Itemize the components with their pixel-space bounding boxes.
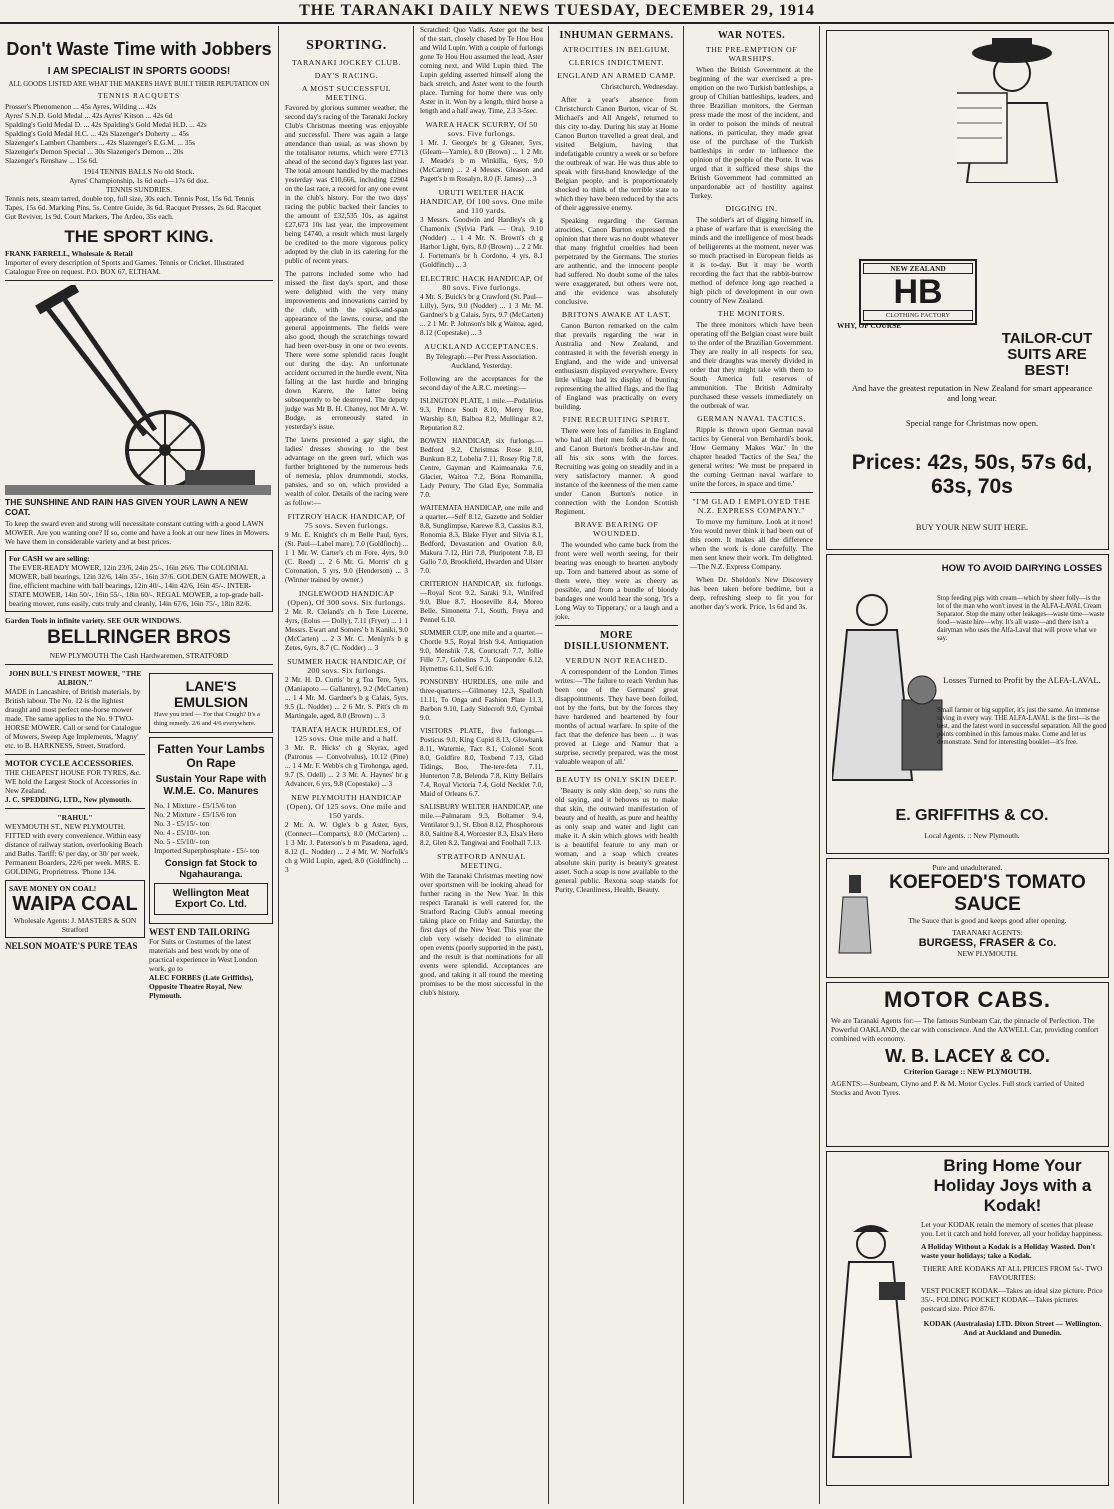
motor-accessories: MOTOR CYCLE ACCESSORIES. (5, 758, 134, 768)
article-paragraph: 'Beauty is only skin deep,' so runs the old saying, and it behoves us to make that skin, the outward manifestation of beauty and of health, as pure and healthy as only soap and water and light can make it. A skin which glows with health is a beautiful feature to any man or woman, and a soap which creates absolute skin purity is beauty's greatest asset. Such a soap is now available to the general public. Rexona soap stands for Purity, Cleanliness, Health, Beauty. (555, 786, 678, 894)
manures-box (149, 737, 273, 924)
article-paragraph: The soldier's art of digging himself in, a phase of warfare that is exercising the minds and the intelligence of most heads of belligerents at the moment, never was so much practised in European fields as it is to-day. But it may be worth recording the fact that the rabbit-burrow method of defence long ago reached a high pitch of development in our own country of New Zealand. (690, 215, 813, 305)
griffiths-name: E. GRIFFITHS & CO. (895, 807, 1049, 824)
sub-heading: GERMAN NAVAL TACTICS. (697, 414, 806, 423)
column-rule (819, 26, 820, 1504)
article-paragraph: Speaking regarding the German atrocities, Canon Burton expressed the opinion that there was no doubt whatever that many frightful cruelties had been perpetrated by the Germans. The stories are authentic, and the innocent people had suffered. No doubt some of the tales were exaggerated, but others were not, and the evidence was absolutely conclusive. (555, 216, 678, 306)
importer-line: Importer of every description of Sports and Games. Tennis or Cricket. Illustrated Catalogue Free on request. P.O. BOX 67, ELTHAM. (5, 258, 244, 276)
balls-line: Ayres' Championship, 1s 6d each—17s 6d doz. (69, 176, 209, 185)
divider (555, 625, 678, 626)
race-heading: ELECTRIC HACK HANDICAP, Of 80 sovs. Five furlongs. (420, 274, 543, 292)
mixture-line: No. 3 - £5/15/- ton (154, 819, 210, 828)
sub-heading: THE PRE-EMPTION OF WARSHIPS. (705, 45, 798, 63)
superphosphate: Imported Superphosphate - £5/- ton (154, 846, 260, 855)
sauce-text: The Sauce that is good and keeps good after opening. (908, 916, 1067, 925)
divider (690, 492, 813, 493)
fatten-lambs: Fatten Your Lambs On Rape (157, 742, 265, 770)
wellington-meat-box (154, 883, 268, 915)
sundries-heading: TENNIS SUNDRIES. (105, 185, 173, 194)
rahul: "RAHUL" (57, 813, 93, 822)
lawn-mower-illustration (5, 285, 271, 495)
mixture-line: No. 2 Mixture - £5/15/6 ton (154, 810, 237, 819)
specialist-heading: I AM SPECIALIST IN SPORTS GOODS! (47, 66, 231, 77)
consign-stock: Consign fat Stock to Ngahauranga. (164, 858, 258, 880)
sporting-heading: SPORTING. (306, 38, 387, 53)
pure-line: Pure and unadulterated. (932, 863, 1003, 872)
masthead: THE TARANAKI DAILY NEWS TUESDAY, DECEMBER 29, 1914 (0, 0, 1114, 24)
fitted-text: FITTED with every convenience. Within easy distance of railway station, overlooking Beach and Baths. Tariff: 6/ per day, or 30/ per week. Permanent Boarders, 22/6 per week. MRS. E. GOLDING, Proprietress. 'Phone 134. (5, 831, 143, 876)
save-money: SAVE MONEY ON COAL! (9, 884, 97, 893)
mower-text: To keep the sward even and strong will necessitate constant cutting with a good LAWN MOWER. Are you wanting one? If so, come and have a look at our new lines in Mowers. We have them in considerable variety and at best prices. (5, 519, 270, 546)
acceptance-list: SUMMER CUP, one mile and a quarter.—Chortle 9.5, Royal Irish 9.4, Antiquation 9.0, Menshik 7.8, Courtcraft 7.7, Jollie Fille 7.7, Gobelins 7.3, Ganponder 6.12, Hymettus 6.11, Self 6.10. (420, 629, 543, 673)
hb-suits-ad (826, 30, 1109, 550)
save-money-box (5, 880, 145, 938)
sauce-bottle-illustration (835, 875, 875, 955)
west-end-text: For Suits or Costumes of the latest materials and best work by one of practical experience in West London work, go to (149, 937, 258, 973)
article-paragraph: When Dr. Sheldon's New Discovery has been taken before bedtime, but a deep, refreshing sleep to fit you for another day's work. Price, 1s 6d and 3s. (690, 575, 813, 611)
cash-box (5, 550, 273, 612)
acceptance-list: BOWEN HANDICAP, six furlongs.—Bedford 9.2, Christmas Rose 8.10, Bunkum 8.2, Lobelia 7.11, Rosey Rig 7.8, Centre, Gayman and Kaimoanaka 7.6, Glacier, Waitoa 7.2, Bona Romanilla, Lady Penury, The Glad Eye, Sommalia 7.0. (420, 437, 543, 499)
divider (5, 754, 145, 755)
acceptance-list: CRITERION HANDICAP, six furlongs.—Royal Scot 9.2, Saraki 9.1, Winifred 9.0, Blue 8.7, Hooseville 8.4, Moreo Belle, Simonetta 7.1, South, Freya and Pennel 6.10. (420, 580, 543, 624)
alfa-laval-ad (826, 554, 1109, 854)
west-end: WEST END TAILORING (149, 927, 251, 937)
race-heading: WAREA HACK SCURRY, Of 50 sovs. Five furlongs. (425, 120, 538, 138)
racket-line: Prosser's Phenomenon ... 45s Ayres, Wilding ... 42s (5, 102, 157, 111)
suit-prices: Prices: 42s, 50s, 57s 6d, 63s, 70s (851, 451, 1093, 498)
sporting-sub: TARANAKI JOCKEY CLUB. (292, 58, 401, 67)
lower-ads-row (5, 669, 273, 1000)
kodak-ad (826, 1151, 1109, 1486)
mixture-line: No. 1 Mixture - £5/15/6 ton (154, 801, 237, 810)
racket-line: Slazenger's Lambert Chambers ... 42s Slazenger's E.G.M. ... 35s (5, 138, 196, 147)
waipa-coal: WAIPA COAL (12, 893, 138, 915)
reputation-text: And have the greatest reputation in New Zealand for smart appearance and long wear. (851, 383, 1093, 403)
hb-label (859, 259, 977, 325)
race-heading: SUMMER HACK HANDICAP, Of 200 sovs. Six furlongs. (287, 657, 406, 675)
sub-heading: ATROCITIES IN BELGIUM. (562, 45, 671, 54)
divider (5, 664, 273, 665)
race-result: 4 Mr. S. Buick's br g Crawford (St. Paul—Lilly), 5yrs, 9.0 (Nodder) ... 1 3 Mr. M. Gardner's b g Calais, 5yrs, 9.7 (McCarten) ... 2 1 Mr. P. Johnson's blk g Waitoa, aged, 8.12 (Copestake) ... 3 (420, 293, 543, 337)
disillusionment-heading: MORE DISILLUSIONMENT. (563, 630, 670, 652)
goods-line: ALL GOODS LISTED ARE WHAT THE MAKERS HAVE BUILT THEIR REPUTATION ON (8, 81, 270, 88)
sub-heading: FINE RECRUITING SPIRIT. (562, 415, 671, 424)
lacey-name: W. B. LACEY & CO. (885, 1046, 1050, 1066)
special-range: Special range for Christmas now open. (905, 418, 1039, 428)
acceptance-list: WAITEMATA HANDICAP, one mile and a quarter.—Self 8.12, Gazette and Soldier 8.8, Sunglimpse, Karewe 8.3, Cassius 8.3, Ronomia 8.3, Blake Flyer and Silvia 8.1, Bedford, Devastation and Ovation 8.0, Makura 7.12, Hiri 7.8, Pluripotent 7.8, El Gallo 7.0, Brookfield, Hwarden and Ulster 7.0. (420, 504, 543, 575)
race-result: 2 Mr. H. D. Curtis' br g Toa Tere, 5yrs, (Maniapoto — Gallantry), 9.2 (McCarten) ... 1 4 Mr. M. Gardner's b g Calais, 5yrs, 9.5 (L. Nodder) ... 2 6 Mr. S. Pitt's ch m Martingale, aged, 8.0 (Brown) ... 3 (285, 676, 408, 720)
race-intro: Scratched: Quo Vadis. Aster got the best of the start, closely chased by Te Hou Hou and Wild Lupin. With a couple of furlongs gone Te Hou Hou assumed the lead, Aster coming next, and Wild Lupin third. The Lupin gelding asserted himself along the back stretch, and Aster went to the fourth place. Turning for home there was only Aster in it. Won by a length, third horse a length and a half away. Time, 2.3 3-5sec. (420, 26, 543, 115)
cash-items: The EVER-READY MOWER, 12in 23/6, 24in 25/-, 16in 26/6. The COLONIAL MOWER, ball bearings, 12in 32/6, 14in 35/-, 16in 37/6. GOLDEN GATE MOWER, a fine, efficient machine with ball bearings, 12in 40/-, 14in 42/6, 16in 45/-. INTER-STATE MOWER, 14in 50/-, 16in 55/-, 18in 60/-. REGAL MOWER, a top-grade ball-bearing mower, runs easily, cuts truly and cleanly, 14in 67/6, 16in 75/-, 18in 82/6. (9, 563, 266, 608)
ads-column-left (0, 26, 278, 1504)
acceptance-list: SALISBURY WELTER HANDICAP, one mile.—Palmaram 9.3, Boltamer 9.4, Ventilator 9.1, St. Ebon 8.12, Phosphorous 8.0, Saitine 8.4, Worcester 8.3, Elsa's Hero 8.2, Glen 8.2, Tangiwai and Foolhall 7.13. (420, 803, 543, 847)
racket-line: Ayres' S.N.D. Gold Medal ... 42s Ayres' Kitson ... 42s 6d (5, 111, 173, 120)
bellringer-sub: NEW PLYMOUTH The Cash Hardwaremen, STRATFORD (49, 651, 229, 660)
hb-label-nz: NEW ZEALAND (863, 263, 973, 274)
column-rule (548, 26, 549, 1504)
column-rule (683, 26, 684, 1504)
tailor-cut: TAILOR-CUT SUITS ARE BEST! (1001, 330, 1093, 379)
kodak-address: KODAK (Australasia) LTD. Dixon Street — Wellington. And at Auckland and Dunedin. (923, 1319, 1102, 1337)
sporting-sub2: DAY'S RACING. (314, 71, 379, 80)
dairy-text: Stop feeding pigs with cream—which by sheer folly—is the lot of the man who won't invest in the ALFA-LAVAL Cream Separator. Stop the many other leakages—waste time—waste food—waste hire—why. It's all waste—and there isn't a dairyman who uses the Alfa-Laval that will prove what we say. (937, 595, 1105, 642)
acceptance-list: VISITORS PLATE, five furlongs.—Posticus 9.0, King Cupid 8.13, Glowbank 8.11, Waternie, Tact 8.1, Colonel Scott 8.0, Goldfire 8.0, Toxbend 7.13, Glad Tidings, Boo, The-tere-feta 7.11, Hunterton 7.8, Belenda 7.8, Kitty Bellairs 7.4, Royal Victoria 7.4, Gold Necklet 7.0, Maid of Orleans 6.7. (420, 727, 543, 798)
burgess-sub: NEW PLYMOUTH. (957, 949, 1018, 958)
auckland-sub: By Telegraph.—Per Press Association. Auckland, Yesterday. (425, 353, 538, 370)
article-paragraph: Canon Burton remarked on the calm that prevails regarding the war in Australia and New Zealand, and contrasted it with the feverish energy in England, and the wide and universal enthusiasm displayed everywhere. Every little village had its display of bunting representing the allied flags, and the flag of England was practically on every building. (555, 321, 678, 411)
balls-heading: 1914 TENNIS BALLS No old Stock. (83, 167, 195, 176)
nelson-teas-left: NELSON MOATE'S PURE TEAS (5, 941, 138, 951)
germans-heading: INHUMAN GERMANS. (559, 30, 674, 41)
sub-heading: BRITONS AWAKE AT LAST. (561, 310, 672, 319)
kodak-models: VEST POCKET KODAK—Takes an ideal size picture. Price 35/-. FOLDING POCKET KODAK—Takes pictures postcard size. Price 87/6. (921, 1286, 1103, 1313)
stratford-text: With the Taranaki Christmas meeting now over sportsmen will be looking ahead for further racing in the New Year. In this respect Taranaki is well catered for, the Stratford Racing Club's annual meeting taking place on Friday and Saturday, the first days of the New Year. This year the club very wisely decided to eliminate open events (poorly supported in the past), and the result is that nominations for all events were splendid. Acceptances are good, and taking it all round the meeting promises to be the most successful in the club's history. (420, 872, 543, 997)
race-result: 1 Mr. J. George's br g Gleaner, 5yrs, (Gleam—Yarnle), 8.0 (Brown) ... 1 2 Mr. J. Meade's b m Winkilla, 6yrs, 9.0 (McCarten) ... 2 4 Messrs. Gleason and Pagett's b m Rosalyn, 8.0 (F. James) ... 3 (420, 139, 543, 183)
sub-heading: DIGGING IN. (725, 204, 778, 213)
motor-cabs: MOTOR CABS. (883, 987, 1052, 1012)
acceptance-list: PONSONBY HURDLES, one mile and three-quarters.—Gilmoney 12.3, Spalloth 11.11, To Onga and Fashion Plate 11.3, Barbon 9.10, Lady Sidecroft 9.0, Cymbal 9.0. (420, 678, 543, 722)
article-paragraph: After a year's absence from Christchurch Canon Burton, vicar of St. Michael's and All Angels', returned to this city to-day. During his stay at Home Canon Burton travelled a great deal, and visited Belgium, having that indefatigable country a week or so before the outbreak of war. He was thus able to speak with first-hand knowledge of the Belgian people, and is proportionately shocked to think of the terrible state to which they have been reduced by the acts of their aggressive enemy. (555, 95, 678, 212)
kodak-prices: THERE ARE KODAKS AT ALL PRICES FROM 5s/- TWO FAVOURITES: (922, 1264, 1103, 1282)
article-paragraph: A correspondent of the London Times writes:—'The failure to reach Verdun has been one of the Germans' great disappointments. They have been foiled, not by the forts, but by the forces they have hardened and heartened by four months of actual warfare. In spite of the fact that the defence has been ... it was proved at Liege and Namur that a surprise, secretly prepared, was the most valuable weapon of all.' (555, 667, 678, 766)
sub-heading: CLERICS INDICTMENT. (568, 58, 665, 67)
taranaki-agents: TARANAKI AGENTS: (952, 928, 1023, 937)
cash-heading: For CASH we are selling: (9, 554, 90, 563)
milkmaid-illustration (832, 580, 952, 800)
koefoed-sauce-ad (826, 858, 1109, 978)
sport-king: THE SPORT KING. (64, 227, 214, 246)
cheapest-house: THE CHEAPEST HOUSE FOR TYRES, &c. (5, 768, 141, 777)
lanes-sub: Have you tried — For that Cough? It's a thing remedy. 2/6 and 4/6 everywhere. (154, 711, 260, 727)
war-notes-heading: WAR NOTES. (717, 30, 786, 41)
race-heading: TARATA HACK HURDLES, Of 125 sovs. One mile and a half. (291, 725, 402, 743)
dairy-heading: HOW TO AVOID DAIRYING LOSSES (941, 563, 1103, 574)
divider (5, 280, 273, 281)
hb-logo: HB (893, 273, 943, 311)
race-heading: NEW PLYMOUTH HANDICAP (Open), Of 125 sovs. One mile and 150 yards. (286, 793, 407, 820)
lanes-emulsion-box (149, 673, 273, 733)
sub-heading: VERDUN NOT REACHED. (565, 656, 668, 665)
koefoed-name: KOEFOED'S TOMATO SAUCE (889, 872, 1086, 915)
rackets-list (5, 102, 273, 165)
racket-line: Spalding's Gold Medal H.C. ... 42s Slazenger's Doherty ... 45s (5, 129, 189, 138)
article-paragraph: The wounded who came back from the front were well worth seeing, for their bearing was enough to hearten anybody up. Torn and battered about as some of them were, they were as cheery as possible, and from a bundle of bloody bandages one would hear the song, 'It's a Long Way to Tipperary,' or a laugh and a joke. (555, 540, 678, 621)
news-column-germans (550, 26, 683, 1504)
divider (5, 808, 145, 809)
race-heading: URUTI WELTER HACK HANDICAP, Of 100 sovs. One mile and 110 yards. (420, 188, 544, 215)
motor-cabs-ad (826, 982, 1109, 1147)
mower-caption: THE SUNSHINE AND RAIN HAS GIVEN YOUR LAWN A NEW COAT. (5, 497, 248, 517)
article-paragraph: Favored by glorious summer weather, the second day's racing of the Taranaki Jockey Club's Christmas meeting was enjoyable and successful. There was again a large attendance than usual, as was shown by the totalisator returns, which were £7713 ahead of the second day's figures last year. The total amount handled by the machines yesterday was £10,666, including £2904 on the last race, a record for any one event in the club's history. For the two days' racing the public backed their fancies to the amount of £32,535 10s, as against £27,673 10s last year, the improvement being £4740, a result which must largely be credited to the more vigorous policy adopted by the club in its catering for the public of recent years. (285, 104, 408, 265)
bellringer-bros: BELLRINGER BROS (47, 627, 231, 648)
lower-ads-left (5, 669, 145, 1000)
ads-column-right (821, 26, 1114, 1504)
auckland-heading: AUCKLAND ACCEPTANCES. (424, 342, 539, 351)
weymouth: WEYMOUTH ST., NEW PLYMOUTH. (5, 822, 126, 831)
divider (555, 770, 678, 771)
sub-heading: THE MONITORS. (717, 309, 786, 318)
griffiths-sub: Local Agents. :: New Plymouth. (924, 831, 1020, 840)
race-result: 2 Mr. R. Cleland's ch h Tere Lucerne, 4yrs, (Eolus — Dolly), 7.11 (Fryer) ... 1 1 Messrs. Ewart and Somers' b h Kaniki, 9.0 (McCarten) ... 2 3 Mr. C. Menlyn's b g Zetes, 6yrs, 8.7 (C. Nodder) ... 3 (285, 608, 408, 652)
article-paragraph: When the British Government at the beginning of the war exercised a pre-emption on the two Turkish battleships, a group of Chilian battleships, leaders, and three Brazilian monitors, the German press made the most of the incident, and in order to poison the minds of neutral nations, in particular, they made great use of the purchase of the Turkish battleships in order to influence the opinion of the people of the Porte. It was urged that it sufficed these ships the British Government had committed an unpardonable act of hostility against Turkey. (690, 65, 813, 200)
stratford-heading: STRATFORD ANNUAL MEETING. (437, 852, 526, 870)
column-rule (278, 26, 279, 1504)
why-of-course: WHY, OF COURSE (837, 321, 902, 330)
race-result: 2 Mr. A. W. Ogle's b g Aster, 6yrs, (Connect—Comparts), 8.0 (McCarten) ... 1 3 Mr. J. Paterson's b m Pasadena, aged, 8.12 (L. Nodder) ... 2 4 Mr. W. Norfolk's ch g Wild Lupin, aged, 8.0 (Goldfinch) ... 3 (285, 821, 408, 874)
farmer-illustration (957, 33, 1067, 183)
article-paragraph: There were lots of families in England who had all their men folk at the front, and Canon Burton's brother-in-law and all his six sons with the forces. Recruiting was going on steadily and in a very satisfactory manner. A good instance of the keenness of the men came under Canon Burton's notice in connection with the London Scottish Regiment. (555, 426, 678, 516)
race-result: 3 Mr. R. Hicks' ch g Skyrax, aged (Patronus — Convolvulus), 10.12 (Pine) ... 1 4 Mr. F. Webb's ch g Tirohonga, aged, 9.7 (S. Odell) ... 2 3 Mr. A. Haynes' br g Advancer, 6 yrs, 9.8 (Copestake) ... 3 (285, 744, 408, 788)
lacey-sub: Criterion Garage :: NEW PLYMOUTH. (903, 1067, 1032, 1076)
albion-heading: JOHN BULL'S FINEST MOWER, "THE ALBION." (8, 669, 142, 687)
article-paragraph: To move my furniture. Look at it now! You would never think it had been out of this room. It makes all the difference when the work is done carefully. The men sent knew their work. I'm delighted.—The N.Z. Express Company. (690, 517, 813, 571)
motor-text: We are Taranaki Agents for:— The famous Sunbeam Car, the pinnacle of Perfection. The Powerful OAKLAND, the car with conscience. And the AXWELL Car, providing comfort combined with economy. (831, 1016, 1099, 1043)
sub-heading: ENGLAND AN ARMED CAMP. (557, 71, 676, 80)
article-paragraph: The three monitors which have been operating off the Belgian coast were built to the order of the Brazilian Government. They are really in all respects for sea, and their draughts was merely divided in order that they might take with them to South America full reserves of ammunition. The British Admiralty purchased these vessels immediately on the outbreak of war. (690, 320, 813, 410)
kodak-heading: Bring Home Your Holiday Joys with a Kodak! (933, 1156, 1092, 1215)
sub-heading: BEAUTY IS ONLY SKIN DEEP. (556, 775, 677, 784)
kodak-holiday: A Holiday Without a Kodak is a Holiday Wasted. Don't waste your holidays; take a Kodak. (921, 1242, 1096, 1260)
albion-text: MADE in Lancashire, of British materials, by British labour. The No. 12 is the lightest draught and most perfect one-horse mower made. The same applies to the No. 9 TWO-HORSE MOWER. Call or send for Catalogue of Mowers, Sweep Age Implements, 'Magny' etc. to B. HARKNESS, Street, Stratford. (5, 687, 142, 750)
acceptance-list: ISLINGTON PLATE, 1 mile.—Podalirius 9.3, Prince Soult 8.10, Merry Roe, Warship 8.0, Balboa 8.2, Mullingar 8.2, Reputation 8.2. (420, 397, 543, 432)
sundries-text: Tennis nets, steam tarred, double top, full size, 30s each. Tennis Post, 15s 6d. Tennis Tapes, 15s 6d. Marking Pins, 5s. Centre Guide, 3s 6d. Racquet Presses, 2s 6d. Racquet Gut Reviver, 1s 9d. Court Markers, The Ardeo, 35s each. (5, 194, 262, 221)
sub-heading: "I'M GLAD I EMPLOYED THE N.Z. EXPRESS COMPANY." (692, 497, 811, 515)
racket-line: Slazenger's Renshaw ... 15s 6d. (5, 156, 98, 165)
race-heading: FITZROY HACK HANDICAP, Of 75 sovs. Seven furlongs. (287, 512, 406, 530)
wellington-meat: Wellington Meat Export Co. Ltd. (172, 888, 250, 910)
sporting-column (280, 26, 413, 1504)
article-paragraph: The lawns presented a gay sight, the ladies' dresses showing to the best advantage on the green turf, which was further brightened by the numerous beds of nemesia, phlox drummondi, stocks, pansies, and so on, which provided a wealth of color. Details of the racing were as follow:— (285, 436, 408, 507)
lacey-agents: AGENTS:—Sunbeam, Clyno and P. & M. Motor Cycles. Full stock carried of United Stocks and Avon Tyres. (831, 1079, 1084, 1097)
mixture-line: No. 5 - £5/10/- ton (154, 837, 210, 846)
garden-tools: Garden Tools in infinite variety. SEE OUR WINDOWS. (5, 616, 182, 625)
article-paragraph: Ripple is thrown upon German naval tactics by General von Bernhardi's book, 'How Germany Makes War.' In the chapter headed 'Tactics of the Sea,' the general writes: 'We must be prepared in the coming German naval warfare to unite the forces, in space and time.' (690, 425, 813, 488)
burgess-fraser: BURGESS, FRASER & Co. (918, 937, 1057, 949)
sustain-rape: Sustain Your Rape with W.M.E. Co. Manures (155, 774, 267, 797)
alec-forbes: ALEC FORBES (Late Griffiths), Opposite Theatre Royal, New Plymouth. (149, 973, 254, 1000)
news-column-war-notes (685, 26, 818, 1504)
dateline: Christchurch, Wednesday. (601, 82, 678, 91)
rackets-heading: TENNIS RACQUETS (97, 91, 181, 100)
kodak-text: Let your KODAK retain the memory of scenes that please you. Let it catch and hold forever, all your holiday happiness. (921, 1220, 1103, 1238)
waipa-agent: Wholesale Agents: J. MASTERS & SON Stratford (13, 916, 137, 934)
largest-stock: WE hold the Largest Stock of Accessories in New Zealand. (5, 777, 138, 795)
sporting-sub3: A MOST SUCCESSFUL MEETING. (301, 84, 392, 102)
kodak-girl-illustration (831, 1222, 916, 1462)
auckland-text: Following are the acceptances for the second day of the A.R.C. meeting:— (420, 375, 543, 392)
ad-title-sports: Don't Waste Time with Jobbers (6, 39, 272, 59)
lanes-emulsion: LANE'S EMULSION (174, 678, 248, 710)
race-result: 3 Messrs. Goodwin and Hardley's ch g Chamonix (Sylvia Park — Ora), 9.10 (Nodder) ... 1 4 Mr. N. Brown's ch g Harbor Light, 6yrs, 8.0 (Brown) ... 2 2 Mr. J. Forteman's br h Cordono, 4 yrs, 8.1 (Goldfinch) ... 3 (420, 216, 543, 269)
article-paragraph: The patrons included some who had missed the first day's sport, and those were delighted with the very many improvements and innovations carried by the club, with the spick-and-span appearance of the lawns, course, and the general appointments. The fields were also good, though the scratchings toward had been over-busy in one or two events. There were some splendid races fought out during the day. An unfortunate accident occurred in the hurdle event, Nita falling at the last hurdle and bringing down Karere, the latter being subsequently to be destroyed. The deputy judge was Mr B. H. Chaney, not Mr A. W. Budge, as erroneously stated in yesterday's issue. (285, 270, 408, 431)
hb-label-clothing: CLOTHING FACTORY (863, 310, 973, 321)
buy-new-suit: BUY YOUR NEW SUIT HERE. (915, 522, 1029, 532)
farmer-text: Small farmer or big supplier, it's just the same. An immense saving in every way. THE ALFA-LAVAL is the first—is the best, and the latest word in successful separation. All the good points combined in this famous make. Come and let us demonstrate. Send for interesting booklet—it's free. (937, 707, 1107, 746)
race-heading: INGLEWOOD HANDICAP (Open), Of 300 sovs. Six furlongs. (287, 589, 406, 607)
mixture-line: No. 4 - £5/10/- ton (154, 828, 210, 837)
racket-line: Spalding's Gold Medal D. ... 42s Spalding's Gold Medal H.D. ... 42s (5, 120, 207, 129)
race-result: 9 Mr. E. Knight's ch m Belle Paul, 6yrs, (St. Paul—Label mare), 7.0 (Goldfinch) ... 1 1 Mr. W. Carter's ch m Fore, 4yrs, 9.0 (C. Reed) ... 2 6 Mr. G. Morris' ch g Coronation, 5 yrs, 9.0 (Henderson) ... 3 (Winner trained by owner.) (285, 531, 408, 584)
column-rule (413, 26, 414, 1504)
sub-heading: BRAVE BEARING OF WOUNDED. (574, 520, 659, 538)
racket-line: Slazenger's Demon Special ... 30s Slazenger's Demon ... 20s (5, 147, 184, 156)
farrell-line: FRANK FARRELL, Wholesale & Retail (5, 249, 133, 258)
spedding: J. C. SPEDDING, LTD., New plymouth. (5, 795, 132, 804)
losses-turned: Losses Turned to Profit by the ALFA-LAVAL. (943, 675, 1101, 685)
lower-ads-right (149, 669, 273, 1000)
racing-column (415, 26, 548, 1504)
